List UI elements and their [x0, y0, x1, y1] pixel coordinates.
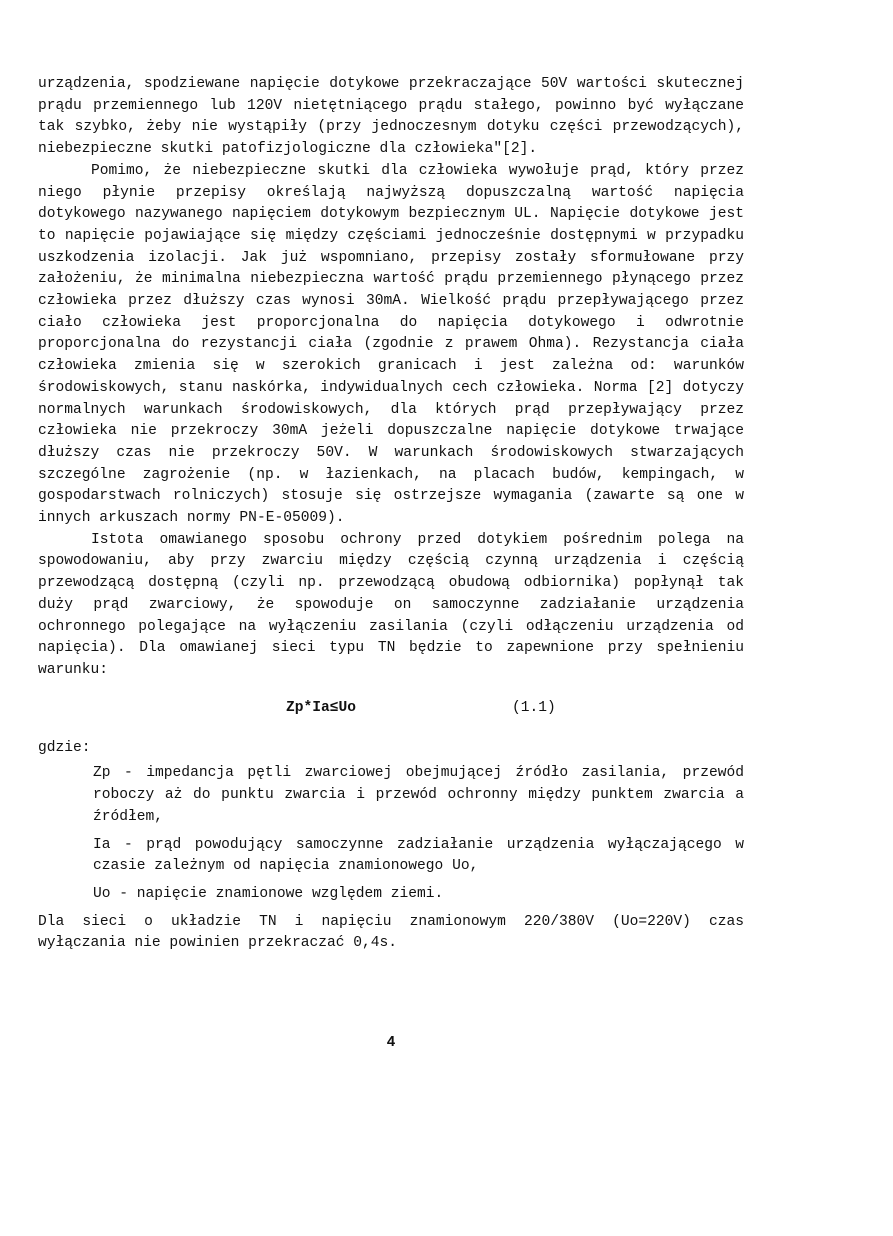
paragraph-2: Pomimo, że niebezpieczne skutki dla człowieka wywołuje prąd, który przez niego płynie przepisy określają najwyższą dopuszczalną wartość napięcia dotykowego nazywanego napięciem dotykowym bezpiecznym UL. Napięcie dotykowe jest to napięcie pojawiające się między częściami jednocześnie dostępnymi w przypadku uszkodzenia izolacji. Jak już wspomniano, przepisy zostały sformułowane przy założeniu, że minimalna niebezpieczna wartość prądu przemiennego płynącego przez człowieka przez dłuższy czas wynosi 30mA. Wielkość prądu przepływającego przez ciało człowieka jest proporcjonalna do napięcia dotykowego i odwrotnie proporcjonalna do rezystancji ciała (zgodnie z prawem Ohma). Rezystancja ciała człowieka zmienia się w szerokich granicach i jest zależna od: warunków środowiskowych, stanu naskórka, indywidualnych cech człowieka. Norma [2] dotyczy normalnych warunkach środowiskowych, dla których prąd przepływający przez człowieka nie przekroczy 30mA jeżeli dopuszczalne napięcie dotykowe trwające dłuższy czas nie przekroczy 50V. W warunkach środowiskowych stwarzających szczególne zagrożenie (np. w łazienkach, na placach budów, kempingach, w gospodarstwach rolniczych) stosuje się ostrzejsze wymagania (zawarte są one w innych arkuszach normy PN-E-05009). [38, 162, 744, 527]
definition-uo: Uo - napięcie znamionowe względem ziemi. [93, 885, 444, 902]
where-label: gdzie: [38, 739, 91, 756]
definition-ia: Ia - prąd powodujący samoczynne zadziałanie urządzenia wyłączającego w czasie zależnym od napięcia znamionowego Uo, [93, 836, 744, 875]
definitions-list [93, 763, 744, 905]
closing-paragraph: Dla sieci o układzie TN i napięciu znamionowym 220/380V (Uo=220V) czas wyłączania nie powinien przekraczać 0,4s. [38, 913, 744, 952]
formula-expression: Zp*Ia≤Uo [286, 699, 357, 716]
definition-zp: Zp - impedancja pętli zwarciowej obejmującej źródło zasilania, przewód roboczy aż do punktu zwarcia i przewód ochronny między punktem zwarcia a źródłem, [93, 765, 744, 825]
formula-block [38, 682, 744, 738]
document-page [38, 74, 744, 955]
paragraph-3: Istota omawianego sposobu ochrony przed dotykiem pośrednim polega na spowodowaniu, aby przy zwarciu między częścią czynną urządzenia i częścią przewodzącą dostępną (czyli np. przewodzącą obudową odbiornika) popłynął tak duży prąd zwarciowy, że spowoduje on samoczynne zadziałanie urządzenia ochronnego polegające na wyłączeniu zasilania (czyli odłączeniu urządzenia od napięcia). Dla omawianej sieci typu TN będzie to zapewnione przy spełnieniu warunku: [38, 531, 744, 678]
formula-number: (1.1) [512, 699, 556, 716]
paragraph-1: urządzenia, spodziewane napięcie dotykowe przekraczające 50V wartości skutecznej prądu przemiennego lub 120V nietętniącego prądu stałego, powinno być wyłączane tak szybko, żeby nie wystąpiły (przy jednoczesnym dotyku części przewodzących), niebezpieczne skutki patofizjologiczne dla człowieka"[2]. [38, 76, 744, 158]
page-number: 4 [386, 1035, 396, 1051]
